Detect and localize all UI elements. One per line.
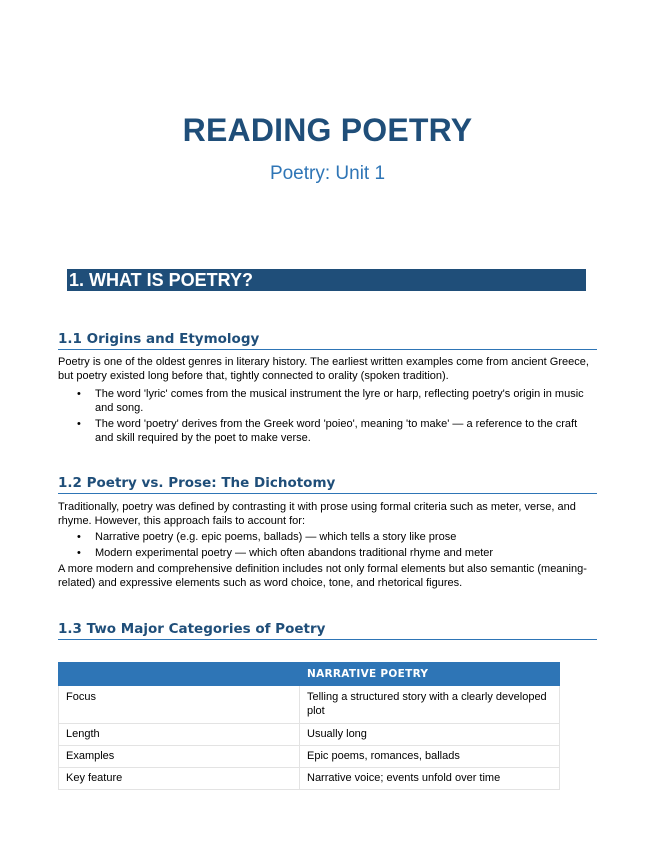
table-row [59, 768, 560, 790]
table-cell: Telling a structured story with a clearly developed plot [300, 686, 560, 724]
document-title: READING POETRY [182, 112, 473, 148]
table-cell: Usually long [300, 724, 560, 746]
list-item [58, 387, 598, 415]
bullet-icon: • [77, 547, 81, 559]
list-item [58, 530, 598, 544]
section-heading-categories: 1.3 Two Major Categories of Poetry [58, 621, 597, 640]
table-cell: Focus [59, 686, 300, 724]
document-subtitle: Poetry: Unit 1 [269, 163, 386, 184]
table-cell: Epic poems, romances, ballads [300, 746, 560, 768]
section-dichotomy-bullets [58, 530, 598, 562]
bullet-icon: • [77, 388, 81, 400]
bullet-icon: • [77, 531, 81, 543]
table-row [59, 724, 560, 746]
section-origins-intro: Poetry is one of the oldest genres in literary history. The earliest written examples come from ancient Greece, but poetry existed long before that, tightly connected to orality (spoken tradition). [58, 356, 589, 382]
list-item-text: Modern experimental poetry — which often abandons traditional rhyme and meter [95, 547, 494, 559]
bullet-icon: • [77, 418, 81, 430]
section-heading-dichotomy: 1.2 Poetry vs. Prose: The Dichotomy [58, 475, 597, 494]
list-item [58, 546, 598, 560]
table-header-cell [59, 663, 300, 686]
list-item-text: Narrative poetry (e.g. epic poems, ballads) — which tells a story like prose [95, 531, 457, 543]
chapter-heading: 1. WHAT IS POETRY? [67, 269, 586, 291]
table-row [59, 686, 560, 724]
table-header-cell: NARRATIVE POETRY [300, 663, 560, 686]
table-cell: Length [59, 724, 300, 746]
section-dichotomy-outro: A more modern and comprehensive definition includes not only formal elements but also semantic (meaning-related) and expressive elements such as word choice, tone, and rhetorical figures. [58, 563, 587, 589]
table-header-row [59, 663, 560, 686]
section-origins-bullets [58, 387, 598, 447]
list-item [58, 417, 598, 445]
table-cell: Key feature [59, 768, 300, 790]
table-cell: Examples [59, 746, 300, 768]
list-item-text: The word 'lyric' comes from the musical instrument the lyre or harp, reflecting poetry's origin in music and song. [95, 388, 584, 414]
table-cell: Narrative voice; events unfold over time [300, 768, 560, 790]
table-row [59, 746, 560, 768]
section-heading-origins: 1.1 Origins and Etymology [58, 331, 597, 350]
categories-table [58, 662, 560, 790]
list-item-text: The word 'poetry' derives from the Greek word 'poieo', meaning 'to make' — a reference to the craft and skill required by the poet to make verse. [95, 418, 578, 444]
section-dichotomy-intro: Traditionally, poetry was defined by contrasting it with prose using formal criteria such as meter, verse, and rhyme. However, this approach fails to account for: [58, 501, 576, 527]
